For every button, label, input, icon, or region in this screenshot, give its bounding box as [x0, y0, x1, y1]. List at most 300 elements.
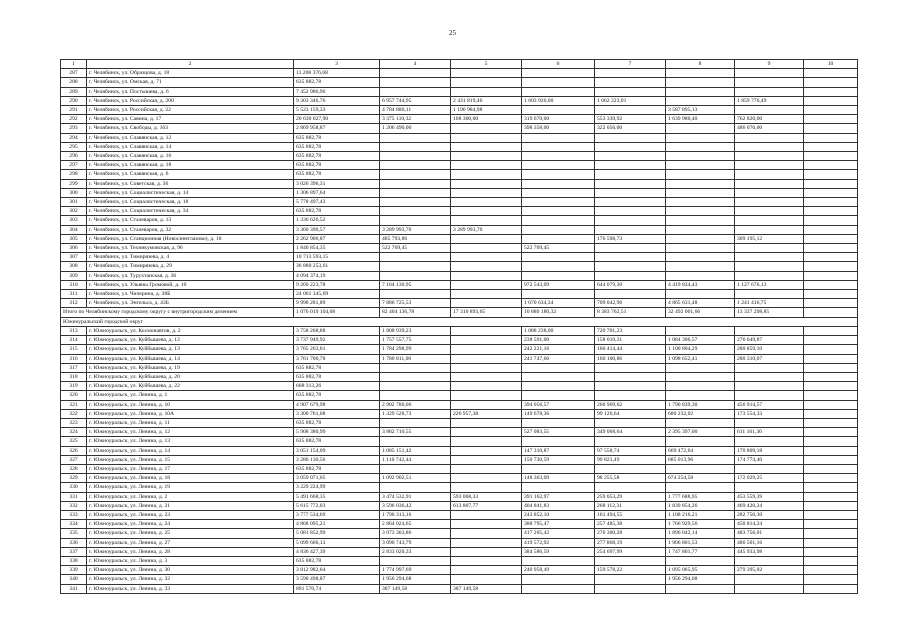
- address-cell: г. Южноуральск, ул. Ленина, д. 18: [87, 474, 294, 483]
- amount-cell: [451, 418, 522, 427]
- amount-cell: [735, 271, 804, 280]
- address-cell: г. Южноуральск, ул. Ленина, д. 11: [87, 418, 294, 427]
- amount-cell: [522, 556, 595, 565]
- amount-cell: [804, 179, 858, 188]
- amount-cell: [595, 253, 666, 262]
- address-cell: г. Южноуральск, ул. Космонавтов, д. 2: [87, 326, 294, 335]
- amount-cell: [522, 290, 595, 299]
- amount-cell: 5 615 772,03: [294, 501, 380, 510]
- amount-cell: [735, 207, 804, 216]
- amount-cell: 635 882,78: [294, 556, 380, 565]
- amount-cell: [522, 179, 595, 188]
- amount-cell: [522, 87, 595, 96]
- amount-cell: 1 840 854,35: [294, 244, 380, 253]
- amount-cell: 7 452 986,96: [294, 87, 380, 96]
- amount-cell: [451, 271, 522, 280]
- amount-cell: 1 070 634,34: [522, 299, 595, 308]
- table-row: [61, 96, 858, 105]
- amount-cell: 593 068,33: [451, 492, 522, 501]
- amount-cell: [595, 418, 666, 427]
- amount-cell: [595, 391, 666, 400]
- amount-cell: [451, 170, 522, 179]
- amount-cell: 611 161,36: [735, 428, 804, 437]
- page-number: 25: [449, 29, 456, 37]
- amount-cell: [804, 87, 858, 96]
- amount-cell: 20 630 027,90: [294, 115, 380, 124]
- table-row: [61, 253, 858, 262]
- amount-cell: 158 010,31: [595, 336, 666, 345]
- amount-cell: 4 868 095,21: [294, 520, 380, 529]
- table-row: [61, 584, 858, 593]
- amount-cell: 553 339,92: [595, 115, 666, 124]
- row-number: 328: [61, 464, 87, 473]
- address-cell: г. Челябинск, ул. Социалистическая, д. 14: [87, 188, 294, 197]
- amount-cell: [595, 225, 666, 234]
- table-row: [61, 271, 858, 280]
- amount-cell: [380, 253, 451, 262]
- row-number: 295: [61, 142, 87, 151]
- address-cell: г. Южноуральск, ул. Ленина, д. 13: [87, 437, 294, 446]
- amount-cell: 685 013,96: [666, 455, 735, 464]
- amount-cell: 276 649,87: [735, 336, 804, 345]
- table-row: [61, 566, 858, 575]
- amount-cell: [595, 556, 666, 565]
- amount-cell: [380, 69, 451, 78]
- amount-cell: 17 310 893,65: [451, 308, 522, 317]
- amount-cell: 174 774,40: [735, 455, 804, 464]
- amount-cell: 147 310,87: [522, 446, 595, 455]
- amount-cell: 161 494,55: [595, 510, 666, 519]
- amount-cell: [804, 354, 858, 363]
- amount-cell: 8 383 762,51: [595, 308, 666, 317]
- amount-cell: [735, 198, 804, 207]
- row-number: 341: [61, 584, 87, 593]
- amount-cell: [380, 556, 451, 565]
- amount-cell: 3 596 036,42: [380, 501, 451, 510]
- amount-cell: [804, 188, 858, 197]
- amount-cell: [804, 115, 858, 124]
- amount-cell: 3 375 110,32: [380, 115, 451, 124]
- table-row: [61, 446, 858, 455]
- table-row: [61, 133, 858, 142]
- amount-cell: [451, 124, 522, 133]
- amount-cell: [595, 262, 666, 271]
- amount-cell: [666, 363, 735, 372]
- address-cell: г. Челябинск, ул. Славянская, д. 14: [87, 142, 294, 151]
- amount-cell: [595, 483, 666, 492]
- amount-cell: [804, 520, 858, 529]
- amount-cell: 3 882 710,55: [380, 428, 451, 437]
- column-number: 5: [451, 60, 522, 69]
- amount-cell: 4 907 679,98: [294, 400, 380, 409]
- row-number: 302: [61, 207, 87, 216]
- amount-cell: 277 868,19: [595, 538, 666, 547]
- amount-cell: [804, 529, 858, 538]
- amount-cell: [804, 584, 858, 593]
- table-row: [61, 326, 858, 335]
- amount-cell: [735, 483, 804, 492]
- row-number: 316: [61, 354, 87, 363]
- row-number: 313: [61, 326, 87, 335]
- amount-cell: 226 957,38: [451, 409, 522, 418]
- amount-cell: [451, 510, 522, 519]
- amount-cell: 3 812 982,64: [294, 566, 380, 575]
- amount-cell: [804, 538, 858, 547]
- amount-cell: 3 587 895,13: [666, 106, 735, 115]
- amount-cell: 1 241 416,75: [735, 299, 804, 308]
- amount-cell: [804, 363, 858, 372]
- amount-cell: [522, 382, 595, 391]
- amount-cell: 1 306 897,64: [294, 188, 380, 197]
- amount-cell: [451, 244, 522, 253]
- amount-cell: 260 969,62: [595, 400, 666, 409]
- table-row: [61, 556, 858, 565]
- amount-cell: [595, 363, 666, 372]
- amount-cell: 1 329 528,73: [380, 409, 451, 418]
- amount-cell: [735, 290, 804, 299]
- table-row: [61, 244, 858, 253]
- amount-cell: [804, 409, 858, 418]
- column-number: 2: [87, 60, 294, 69]
- amount-cell: [451, 216, 522, 225]
- address-cell: г. Челябинск, ул. Тимирязева, д. 29: [87, 262, 294, 271]
- row-number: 297: [61, 161, 87, 170]
- table-row: [61, 280, 858, 289]
- address-cell: г. Челябинск, ул. Славянская, д. 12: [87, 133, 294, 142]
- amount-cell: 635 882,78: [294, 161, 380, 170]
- amount-cell: [804, 326, 858, 335]
- table-row: [61, 529, 858, 538]
- amount-cell: [735, 437, 804, 446]
- amount-cell: [451, 87, 522, 96]
- amount-cell: 1 092 902,51: [380, 474, 451, 483]
- address-cell: г. Южноуральск, ул. Ленина, д. 10А: [87, 409, 294, 418]
- amount-cell: [666, 96, 735, 105]
- amount-cell: 1 808 939,23: [380, 326, 451, 335]
- address-cell: г. Челябинск, ул. Постышева, д. 6: [87, 87, 294, 96]
- table-row: [61, 483, 858, 492]
- amount-cell: [451, 474, 522, 483]
- amount-cell: [595, 244, 666, 253]
- table-body: [61, 60, 858, 594]
- amount-cell: [735, 382, 804, 391]
- amount-cell: [666, 253, 735, 262]
- amount-cell: [522, 483, 595, 492]
- amount-cell: [380, 262, 451, 271]
- amount-cell: 404 841,83: [522, 501, 595, 510]
- address-cell: г. Южноуральск, ул. Ленина, д. 12: [87, 428, 294, 437]
- amount-cell: 419 572,92: [522, 538, 595, 547]
- amount-cell: [804, 391, 858, 400]
- table-row: [61, 290, 858, 299]
- amount-cell: 1 062 223,01: [595, 96, 666, 105]
- amount-cell: 1 766 929,56: [666, 520, 735, 529]
- amount-cell: 669 472,64: [666, 446, 735, 455]
- amount-cell: 391 162,97: [522, 492, 595, 501]
- amount-cell: [380, 87, 451, 96]
- amount-cell: 259 053,29: [595, 492, 666, 501]
- amount-cell: [804, 253, 858, 262]
- amount-cell: [380, 382, 451, 391]
- amount-cell: [735, 464, 804, 473]
- amount-cell: [451, 575, 522, 584]
- amount-cell: 1 780 811,00: [380, 354, 451, 363]
- address-cell: г. Южноуральск, ул. Куйбышева, д. 14: [87, 354, 294, 363]
- amount-cell: [595, 188, 666, 197]
- row-number: 301: [61, 198, 87, 207]
- amount-cell: [451, 464, 522, 473]
- row-number: 327: [61, 455, 87, 464]
- amount-cell: [595, 87, 666, 96]
- address-cell: г. Южноуральск, ул. Куйбышева, д. 22: [87, 382, 294, 391]
- amount-cell: 148 363,09: [522, 474, 595, 483]
- table-row: [61, 354, 858, 363]
- table-row: [61, 115, 858, 124]
- amount-cell: [522, 142, 595, 151]
- address-cell: г. Челябинск, ул. Российская, д. 22: [87, 106, 294, 115]
- address-cell: г. Южноуральск, ул. Ленина, д. 10: [87, 400, 294, 409]
- amount-cell: [666, 418, 735, 427]
- amount-cell: [380, 464, 451, 473]
- amount-cell: 280 310,07: [735, 354, 804, 363]
- amount-cell: 635 882,78: [294, 464, 380, 473]
- address-cell: г. Челябинск, ул. Тимирязева, д. 4: [87, 253, 294, 262]
- amount-cell: [595, 161, 666, 170]
- table-row: [61, 428, 858, 437]
- amount-cell: 1 784 298,99: [380, 345, 451, 354]
- amount-cell: 4 865 631,48: [666, 299, 735, 308]
- amount-cell: [451, 538, 522, 547]
- amount-cell: 9 260 223,78: [294, 280, 380, 289]
- amount-cell: [380, 418, 451, 427]
- amount-cell: [522, 78, 595, 87]
- row-number: 293: [61, 124, 87, 133]
- column-number: 4: [380, 60, 451, 69]
- amount-cell: [735, 575, 804, 584]
- amount-cell: [380, 78, 451, 87]
- amount-cell: [522, 188, 595, 197]
- amount-cell: [804, 198, 858, 207]
- amount-cell: [451, 234, 522, 243]
- address-cell: г. Южноуральск, ул. Ленина, д. 28: [87, 547, 294, 556]
- amount-cell: [595, 372, 666, 381]
- amount-cell: [595, 198, 666, 207]
- amount-cell: 1 110 742,44: [380, 455, 451, 464]
- amount-cell: [735, 225, 804, 234]
- amount-cell: [451, 547, 522, 556]
- table-row: [61, 501, 858, 510]
- amount-cell: 635 882,78: [294, 207, 380, 216]
- amount-cell: 486 501,16: [735, 538, 804, 547]
- table-row: [61, 317, 858, 326]
- amount-cell: [595, 170, 666, 179]
- table-row: [61, 188, 858, 197]
- row-number: 338: [61, 556, 87, 565]
- amount-cell: [804, 510, 858, 519]
- amount-cell: [380, 437, 451, 446]
- amount-cell: [735, 142, 804, 151]
- amount-cell: [666, 290, 735, 299]
- table-row: [61, 345, 858, 354]
- table-row: [61, 69, 858, 78]
- amount-cell: [595, 584, 666, 593]
- row-number: 336: [61, 538, 87, 547]
- amount-cell: 891 570,74: [294, 584, 380, 593]
- table-row: [61, 106, 858, 115]
- amount-cell: 7 886 725,53: [380, 299, 451, 308]
- amount-cell: [804, 161, 858, 170]
- table-row: [61, 262, 858, 271]
- row-number: 306: [61, 244, 87, 253]
- row-number: 305: [61, 234, 87, 243]
- amount-cell: 3 229 224,99: [294, 483, 380, 492]
- amount-cell: [666, 170, 735, 179]
- amount-cell: [735, 188, 804, 197]
- amount-cell: 257 485,38: [595, 520, 666, 529]
- amount-cell: [451, 253, 522, 262]
- amount-cell: 2 869 958,87: [294, 124, 380, 133]
- amount-cell: 11 208 376,68: [294, 69, 380, 78]
- amount-cell: [451, 446, 522, 455]
- amount-cell: 1 196 984,98: [451, 106, 522, 115]
- amount-cell: [451, 400, 522, 409]
- row-number: 331: [61, 492, 87, 501]
- amount-cell: [666, 142, 735, 151]
- amount-cell: [595, 271, 666, 280]
- amount-cell: [804, 575, 858, 584]
- table-row: [61, 538, 858, 547]
- amount-cell: 149 678,36: [522, 409, 595, 418]
- table-row: [61, 492, 858, 501]
- amount-cell: [451, 78, 522, 87]
- amount-cell: 522 769,45: [522, 244, 595, 253]
- row-number: 310: [61, 280, 87, 289]
- table-row: [61, 382, 858, 391]
- amount-cell: [804, 345, 858, 354]
- address-cell: г. Южноуральск, ул. Ленина, д. 15: [87, 455, 294, 464]
- amount-cell: [666, 87, 735, 96]
- amount-cell: 527 083,55: [522, 428, 595, 437]
- amount-cell: 3 765 263,61: [294, 345, 380, 354]
- amount-cell: 1 088 238,00: [522, 326, 595, 335]
- row-number: 315: [61, 345, 87, 354]
- amount-cell: 99 823,49: [595, 455, 666, 464]
- amount-cell: 99 126,64: [595, 409, 666, 418]
- amount-cell: [451, 299, 522, 308]
- address-cell: г. Южноуральск, ул. Ленина, д. 2: [87, 492, 294, 501]
- amount-cell: 1 747 801,77: [666, 547, 735, 556]
- amount-cell: 2 864 024,65: [380, 520, 451, 529]
- row-number: 292: [61, 115, 87, 124]
- amount-cell: [451, 354, 522, 363]
- amount-cell: [380, 142, 451, 151]
- row-number: 288: [61, 78, 87, 87]
- row-number: 340: [61, 575, 87, 584]
- amount-cell: 4 419 834,43: [666, 280, 735, 289]
- amount-cell: [595, 142, 666, 151]
- amount-cell: 150 730,59: [522, 455, 595, 464]
- row-number: 339: [61, 566, 87, 575]
- amount-cell: [451, 382, 522, 391]
- amount-cell: 680 232,02: [666, 409, 735, 418]
- amount-cell: [804, 290, 858, 299]
- amount-cell: 238 591,00: [522, 336, 595, 345]
- amount-cell: [451, 188, 522, 197]
- amount-cell: [666, 69, 735, 78]
- row-number: 317: [61, 363, 87, 372]
- amount-cell: [804, 483, 858, 492]
- amount-cell: [735, 556, 804, 565]
- amount-cell: 3 286 130,56: [294, 455, 380, 464]
- amount-cell: [522, 152, 595, 161]
- row-number: 314: [61, 336, 87, 345]
- amount-cell: 279 395,02: [735, 566, 804, 575]
- amount-cell: [380, 179, 451, 188]
- amount-cell: [522, 363, 595, 372]
- amount-cell: 173 554,33: [735, 409, 804, 418]
- amount-cell: [380, 170, 451, 179]
- amount-cell: [666, 391, 735, 400]
- amount-cell: [451, 483, 522, 492]
- amount-cell: [735, 106, 804, 115]
- amount-cell: [735, 152, 804, 161]
- amount-cell: [595, 152, 666, 161]
- table-row: [61, 142, 858, 151]
- amount-cell: 97 558,74: [595, 446, 666, 455]
- amount-cell: 2 262 906,87: [294, 234, 380, 243]
- amount-cell: [451, 520, 522, 529]
- table-row: [61, 437, 858, 446]
- amount-cell: [735, 584, 804, 593]
- amount-cell: [735, 326, 804, 335]
- table-row: [61, 372, 858, 381]
- amount-cell: [451, 152, 522, 161]
- amount-cell: 1 108 216,21: [666, 510, 735, 519]
- amount-cell: 5 081 852,99: [294, 529, 380, 538]
- address-cell: г. Челябинск, ул. Энгельса, д. 43Б: [87, 299, 294, 308]
- amount-cell: [380, 161, 451, 170]
- amount-cell: 3 474 532,91: [380, 492, 451, 501]
- amount-cell: 486 076,00: [735, 124, 804, 133]
- amount-cell: [735, 372, 804, 381]
- row-number: 312: [61, 299, 87, 308]
- amount-cell: [522, 234, 595, 243]
- amount-cell: [735, 253, 804, 262]
- row-number: 303: [61, 216, 87, 225]
- amount-cell: [595, 290, 666, 299]
- amount-cell: 1 839 854,26: [666, 501, 735, 510]
- amount-cell: [451, 336, 522, 345]
- amount-cell: 1 095 065,95: [666, 566, 735, 575]
- amount-cell: 268 112,31: [595, 501, 666, 510]
- amount-cell: 3 777 534,69: [294, 510, 380, 519]
- amount-cell: 417 205,42: [522, 529, 595, 538]
- amount-cell: 1 206 490,00: [380, 124, 451, 133]
- row-number: 334: [61, 520, 87, 529]
- amount-cell: [804, 262, 858, 271]
- table-row: [61, 363, 858, 372]
- amount-cell: [522, 170, 595, 179]
- amount-cell: 1 859 776,49: [735, 96, 804, 105]
- row-number: 320: [61, 391, 87, 400]
- amount-cell: 674 254,58: [666, 474, 735, 483]
- amount-cell: 485 793,86: [380, 234, 451, 243]
- amount-cell: 160 414,44: [595, 345, 666, 354]
- amount-cell: 668 313,26: [294, 382, 380, 391]
- address-cell: г. Челябинск, ул. Сталеваров, д. 32: [87, 225, 294, 234]
- amount-cell: 635 882,78: [294, 391, 380, 400]
- amount-cell: [804, 566, 858, 575]
